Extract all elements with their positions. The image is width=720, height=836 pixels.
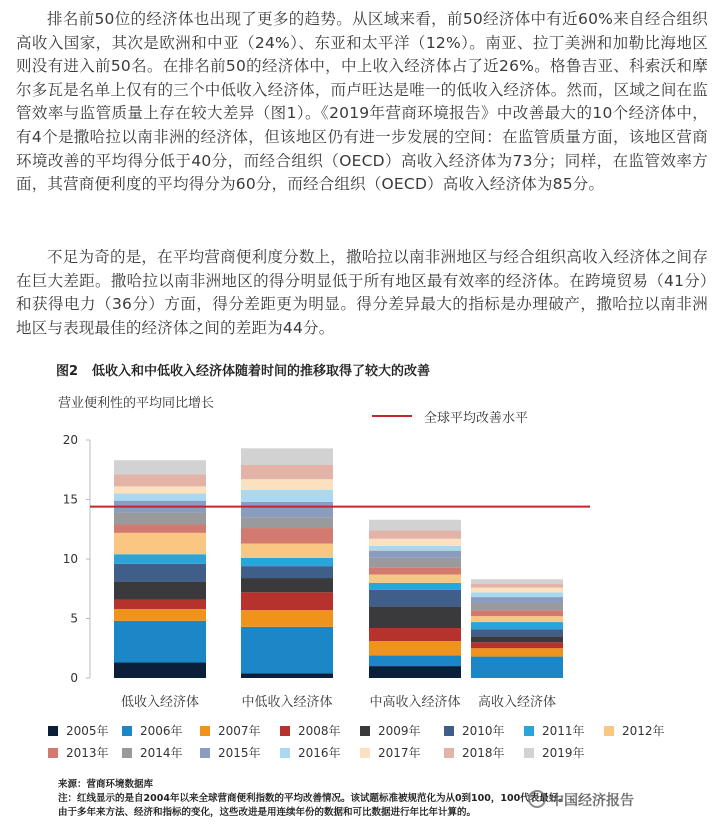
- legend-label: 2010年: [462, 724, 505, 738]
- bar-segment: [369, 551, 461, 558]
- stacked-bar-chart: [50, 430, 610, 720]
- bar-segment: [241, 578, 333, 592]
- y-tick-label: 20: [62, 433, 78, 447]
- bar-segment: [369, 530, 461, 538]
- bar-segment: [471, 592, 563, 597]
- legend-item: [280, 722, 341, 738]
- reference-line-legend: [372, 406, 572, 426]
- bar-segment: [471, 579, 563, 584]
- bar-segment: [471, 597, 563, 603]
- legend-label: 2008年: [298, 724, 341, 738]
- legend-swatch: [360, 726, 370, 736]
- legend-swatch: [444, 748, 454, 758]
- bar-segment: [241, 673, 333, 678]
- legend-swatch: [200, 748, 210, 758]
- x-tick-label: 低收入经济体: [120, 695, 200, 710]
- legend-item: [524, 744, 585, 760]
- legend-label: 2013年: [66, 746, 109, 760]
- bar-segment: [369, 655, 461, 666]
- bar-segment: [241, 479, 333, 490]
- figure-title-text: 低收入和中低收入经济体随着时间的推移取得了较大的改善: [92, 364, 431, 379]
- legend-item: [444, 722, 505, 738]
- figure-note-1: 注：红线显示的是自2004年以来全球营商便利指数的平均改善情况。该试题标准被规范化为从0到100，100代表最好。: [58, 793, 568, 804]
- x-tick-label: 中高收入经济体: [369, 695, 461, 710]
- y-tick-label: 10: [62, 552, 78, 566]
- bar-segment: [114, 564, 206, 582]
- bar-segment: [369, 558, 461, 568]
- bar-segment: [241, 528, 333, 543]
- figure-title: [56, 360, 430, 379]
- bar-segment: [241, 566, 333, 578]
- bar-segment: [471, 642, 563, 648]
- figure-number: 图2: [56, 364, 79, 379]
- bar-segment: [471, 636, 563, 642]
- legend-label: 2018年: [462, 746, 505, 760]
- bar-segment: [471, 657, 563, 678]
- watermark-text: 中国经济报告: [550, 793, 634, 809]
- bar-segment: [114, 609, 206, 621]
- legend-swatch: [280, 748, 290, 758]
- legend-swatch: [524, 726, 534, 736]
- bar-segment: [471, 603, 563, 610]
- figure-source: 来源：营商环境数据库: [58, 779, 154, 790]
- legend-label: 2007年: [218, 724, 261, 738]
- bar-segment: [369, 628, 461, 641]
- x-tick-label: 中低收入经济体: [241, 695, 333, 710]
- bar-segment: [114, 582, 206, 600]
- legend-swatch: [48, 748, 58, 758]
- bar-segment: [241, 517, 333, 528]
- bar-segment: [114, 621, 206, 663]
- x-tick-label: 高收入经济体: [477, 695, 557, 710]
- bar-segment: [471, 648, 563, 656]
- bar-segment: [241, 465, 333, 479]
- bar-segment: [369, 583, 461, 590]
- legend-swatch: [200, 726, 210, 736]
- bar-segment: [369, 641, 461, 655]
- wechat-icon: [528, 790, 546, 808]
- bar-segment: [471, 616, 563, 622]
- legend-label: 2017年: [378, 746, 421, 760]
- legend-item: [360, 722, 421, 738]
- bar-segment: [369, 546, 461, 551]
- bar-segment: [369, 666, 461, 678]
- bar-segment: [114, 513, 206, 525]
- bar-segment: [241, 502, 333, 517]
- legend-item: [280, 744, 341, 760]
- bar-segment: [114, 533, 206, 554]
- legend-item: [524, 722, 585, 738]
- legend-label: 2012年: [622, 724, 665, 738]
- y-tick-label: 15: [62, 492, 78, 507]
- bar-segment: [114, 475, 206, 487]
- legend-item: [48, 722, 109, 738]
- body-paragraph-2: 不足为奇的是，在平均营商便利度分数上，撒哈拉以南非洲地区与经合组织高收入经济体之间存在巨大差距。撒哈拉以南非洲地区的得分明显低于所有地区最有效率的经济体。在跨境贸易（41分）和获得电力（36分）方面，得分差距更为明显。得分差异最大的指标是办理破产，撒哈拉以南非洲地区与表现最佳的经济体之间的差距为44分。: [16, 248, 708, 337]
- legend-label: 2014年: [140, 746, 183, 760]
- body-paragraph-1: 排名前50位的经济体也出现了更多的趋势。从区域来看，前50经济体中有近60%来自经合组织高收入国家，其次是欧洲和中亚（24%）、东亚和太平洋（12%）。南亚、拉丁美洲和加勒比海地区则没有进入前50名。在排名前50的经济体中，中上收入经济体占了近26%。格鲁吉亚、科索沃和摩尔多瓦是名单上仅有的三个中低收入经济体，而卢旺达是唯一的低收入经济体。然而，区域之间在监管效率与监管质量上存在较大差异（图1）。《2019年营商环境报告》中改善最大的10个经济体中，有4个是撒哈拉以南非洲的经济体，但该地区仍有进一步发展的空间：在监管质量方面，该地区营商环境改善的平均得分低于40分，而经合组织（OECD）高收入经济体为73分；同样，在监管效率方面，其营商便利度的平均得分为60分，而经合组织（OECD）高收入经济体为85分。: [16, 10, 708, 194]
- reference-line-swatch: [372, 415, 412, 417]
- y-tick-label: 0: [70, 671, 78, 685]
- figure-note-2: 由于多年来方法、经济和指标的变化，这些改进是用连续年份的数据和可比数据进行年比年计算的。: [58, 807, 477, 818]
- bar-segment: [241, 544, 333, 558]
- bar-segment: [241, 490, 333, 502]
- bar-segment: [369, 520, 461, 531]
- legend-label: 2019年: [542, 746, 585, 760]
- bar-segment: [471, 622, 563, 629]
- bar-segment: [114, 524, 206, 532]
- legend-label: 2015年: [218, 746, 261, 760]
- legend-item: [122, 744, 183, 760]
- legend-item: [200, 744, 261, 760]
- legend-item: [200, 722, 261, 738]
- legend-swatch: [524, 748, 534, 758]
- bar-segment: [369, 607, 461, 628]
- bar-segment: [114, 494, 206, 501]
- bar-segment: [114, 663, 206, 678]
- legend-item: [444, 744, 505, 760]
- y-axis-label: 营业便利性的平均同比增长: [58, 396, 215, 411]
- legend-swatch: [360, 748, 370, 758]
- legend-swatch: [122, 748, 132, 758]
- bar-segment: [241, 610, 333, 627]
- bar-segment: [114, 554, 206, 564]
- reference-line-label: 全球平均改善水平: [424, 411, 529, 426]
- bar-segment: [471, 610, 563, 616]
- legend-item: [604, 722, 665, 738]
- legend-swatch: [280, 726, 290, 736]
- legend-label: 2005年: [66, 724, 109, 738]
- y-tick-label: 5: [70, 611, 78, 626]
- bar-segment: [369, 539, 461, 546]
- legend-swatch: [122, 726, 132, 736]
- legend-label: 2016年: [298, 746, 341, 760]
- legend-swatch: [444, 726, 454, 736]
- legend-label: 2011年: [542, 724, 585, 738]
- bar-segment: [114, 486, 206, 493]
- legend-item: [360, 744, 421, 760]
- bar-segment: [471, 584, 563, 588]
- legend-swatch: [604, 726, 614, 736]
- bar-segment: [369, 567, 461, 574]
- bar-segment: [241, 592, 333, 610]
- bar-segment: [114, 599, 206, 609]
- legend-label: 2009年: [378, 724, 421, 738]
- bar-segment: [369, 590, 461, 607]
- legend-swatch: [48, 726, 58, 736]
- legend-item: [122, 722, 183, 738]
- bar-segment: [369, 574, 461, 582]
- legend-label: 2006年: [140, 724, 183, 738]
- bar-segment: [241, 558, 333, 566]
- bar-segment: [241, 627, 333, 673]
- bar-segment: [471, 629, 563, 636]
- legend-item: [48, 744, 109, 760]
- bar-segment: [241, 448, 333, 465]
- bar-segment: [471, 588, 563, 593]
- bar-segment: [114, 460, 206, 474]
- watermark: [528, 790, 634, 810]
